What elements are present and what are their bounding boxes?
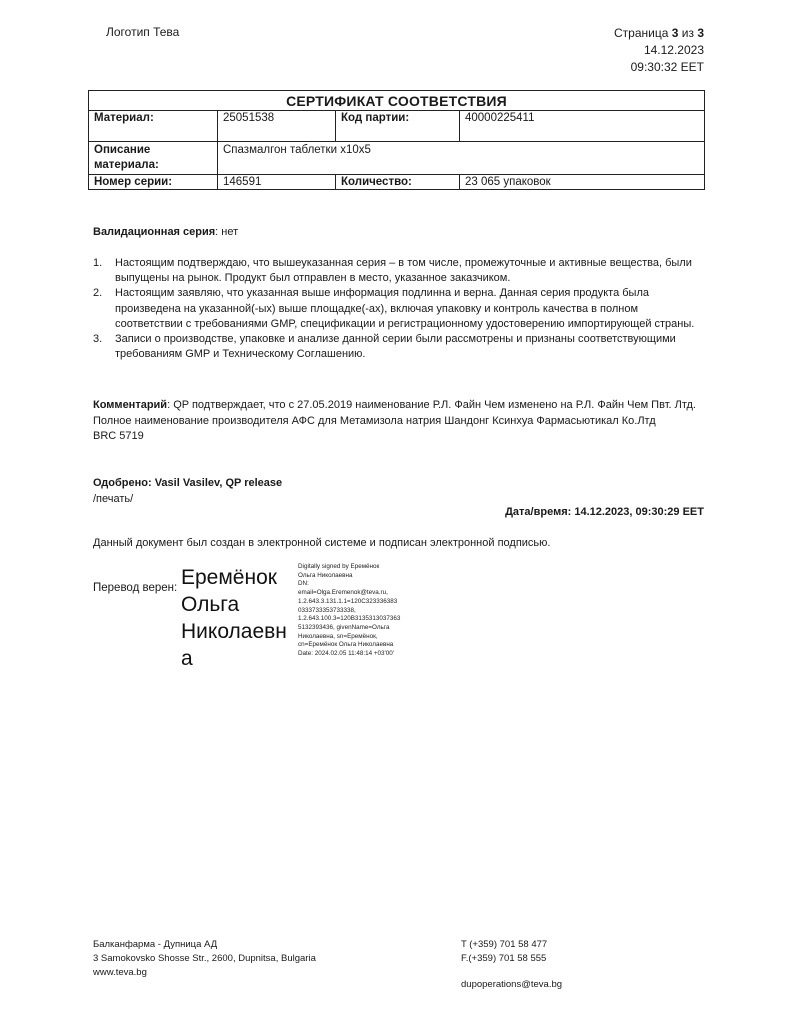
footer-company-info: [93, 938, 316, 980]
approval-label: Одобрено: Vasil Vasilev, QP release: [93, 477, 283, 489]
logo-placeholder: Логотип Тева: [106, 25, 180, 39]
declaration-item: 2. Настоящим заявляю, что указанная выше информация подлинна и верна. Данная серия продукта была произведена на указанной(-ых) выше площадке(-ах), включая упаковку и контроль качества в полном соответствии с требованиями GMP, спецификации и регистрационному удостоверению импортирующей страны.: [93, 287, 695, 330]
declarations-list: [93, 256, 708, 362]
batch-value: 40000225411: [460, 111, 705, 142]
digital-signature-details: Digitally signed by Ерeмёнок Ольга Николаевна DN: email=Olga.Eremenok@teva.ru, 1.2.643.3.131.1.1=120C323336383 0333733353733338, 1.2.643.100.3=120B3135313037363 5132393436, givenName=Ольга Николаевна, sn=Еремёнок, cn=Еремёнок Ольга Николаевна Date: 2024.02.05 11:48:14 +03'00': [298, 563, 401, 658]
page-indicator: Страница 3 из 3: [614, 26, 704, 40]
comment-label: Комментарий: [93, 399, 168, 411]
comment-block: Комментарий: QP подтверждает, что с 27.05.2019 наименование Р.Л. Файн Чем изменено на Р.Л. Файн Чем Пвт. Лтд. Полное наименование производителя АФС для Метамизола натрия Шандонг Ксинхуа Фармасьютикал Ко.Лтд BRC 5719: [93, 399, 696, 442]
declaration-item: 1. Настоящим подтверждаю, что вышеуказанная серия – в том числе, промежуточные и активные вещества, были выпущены на рынок. Продукт был отправлен в место, указанное заказчиком.: [93, 257, 692, 285]
electronic-note: Данный документ был создан в электронной системе и подписан электронной подписью.: [93, 537, 551, 549]
footer-company: Балканфарма - Дупница АД: [93, 939, 218, 950]
series-label: Номер серии:: [89, 175, 218, 190]
material-value: 25051538: [218, 111, 336, 142]
header-date: 14.12.2023: [643, 43, 704, 57]
certificate-title: СЕРТИФИКАТ СООТВЕТСТВИЯ: [89, 91, 705, 111]
footer-fax: F.(+359) 701 58 555: [461, 953, 547, 964]
quantity-label: Количество:: [336, 175, 460, 190]
approval-block: [93, 475, 282, 507]
validation-series: Валидационная серия: нет: [93, 226, 239, 238]
approval-datetime: Дата/время: 14.12.2023, 09:30:29 EET: [505, 506, 704, 518]
signer-name: Ерeмёнок Ольга Николаевн а: [181, 566, 287, 670]
translation-label: Перевод верен:: [93, 582, 178, 594]
footer-address: 3 Samokovsko Shosse Str., 2600, Dupnitsa, Bulgaria: [93, 953, 316, 964]
page-header-meta: [614, 25, 704, 76]
header-time: 09:30:32 EET: [630, 60, 704, 74]
footer-email: dupoperations@teva.bg: [461, 979, 563, 990]
quantity-value: 23 065 упаковок: [460, 175, 705, 190]
series-value: 146591: [218, 175, 336, 190]
footer-contacts: [461, 938, 547, 966]
description-label: Описание материала:: [89, 142, 218, 175]
declaration-item: 3. Записи о производстве, упаковке и анализе данной серии были рассмотрены и признаны соответствующими требованиям GMP и Техническому Соглашению.: [93, 333, 676, 361]
stamp-placeholder: /печать/: [93, 493, 134, 505]
description-value: Спазмалгон таблетки x10x5: [218, 142, 705, 175]
batch-label: Код партии:: [336, 111, 460, 142]
footer-website: www.teva.bg: [93, 967, 147, 978]
material-label: Материал:: [89, 111, 218, 142]
certificate-table: [88, 90, 705, 190]
footer-phone: T (+359) 701 58 477: [461, 939, 548, 950]
